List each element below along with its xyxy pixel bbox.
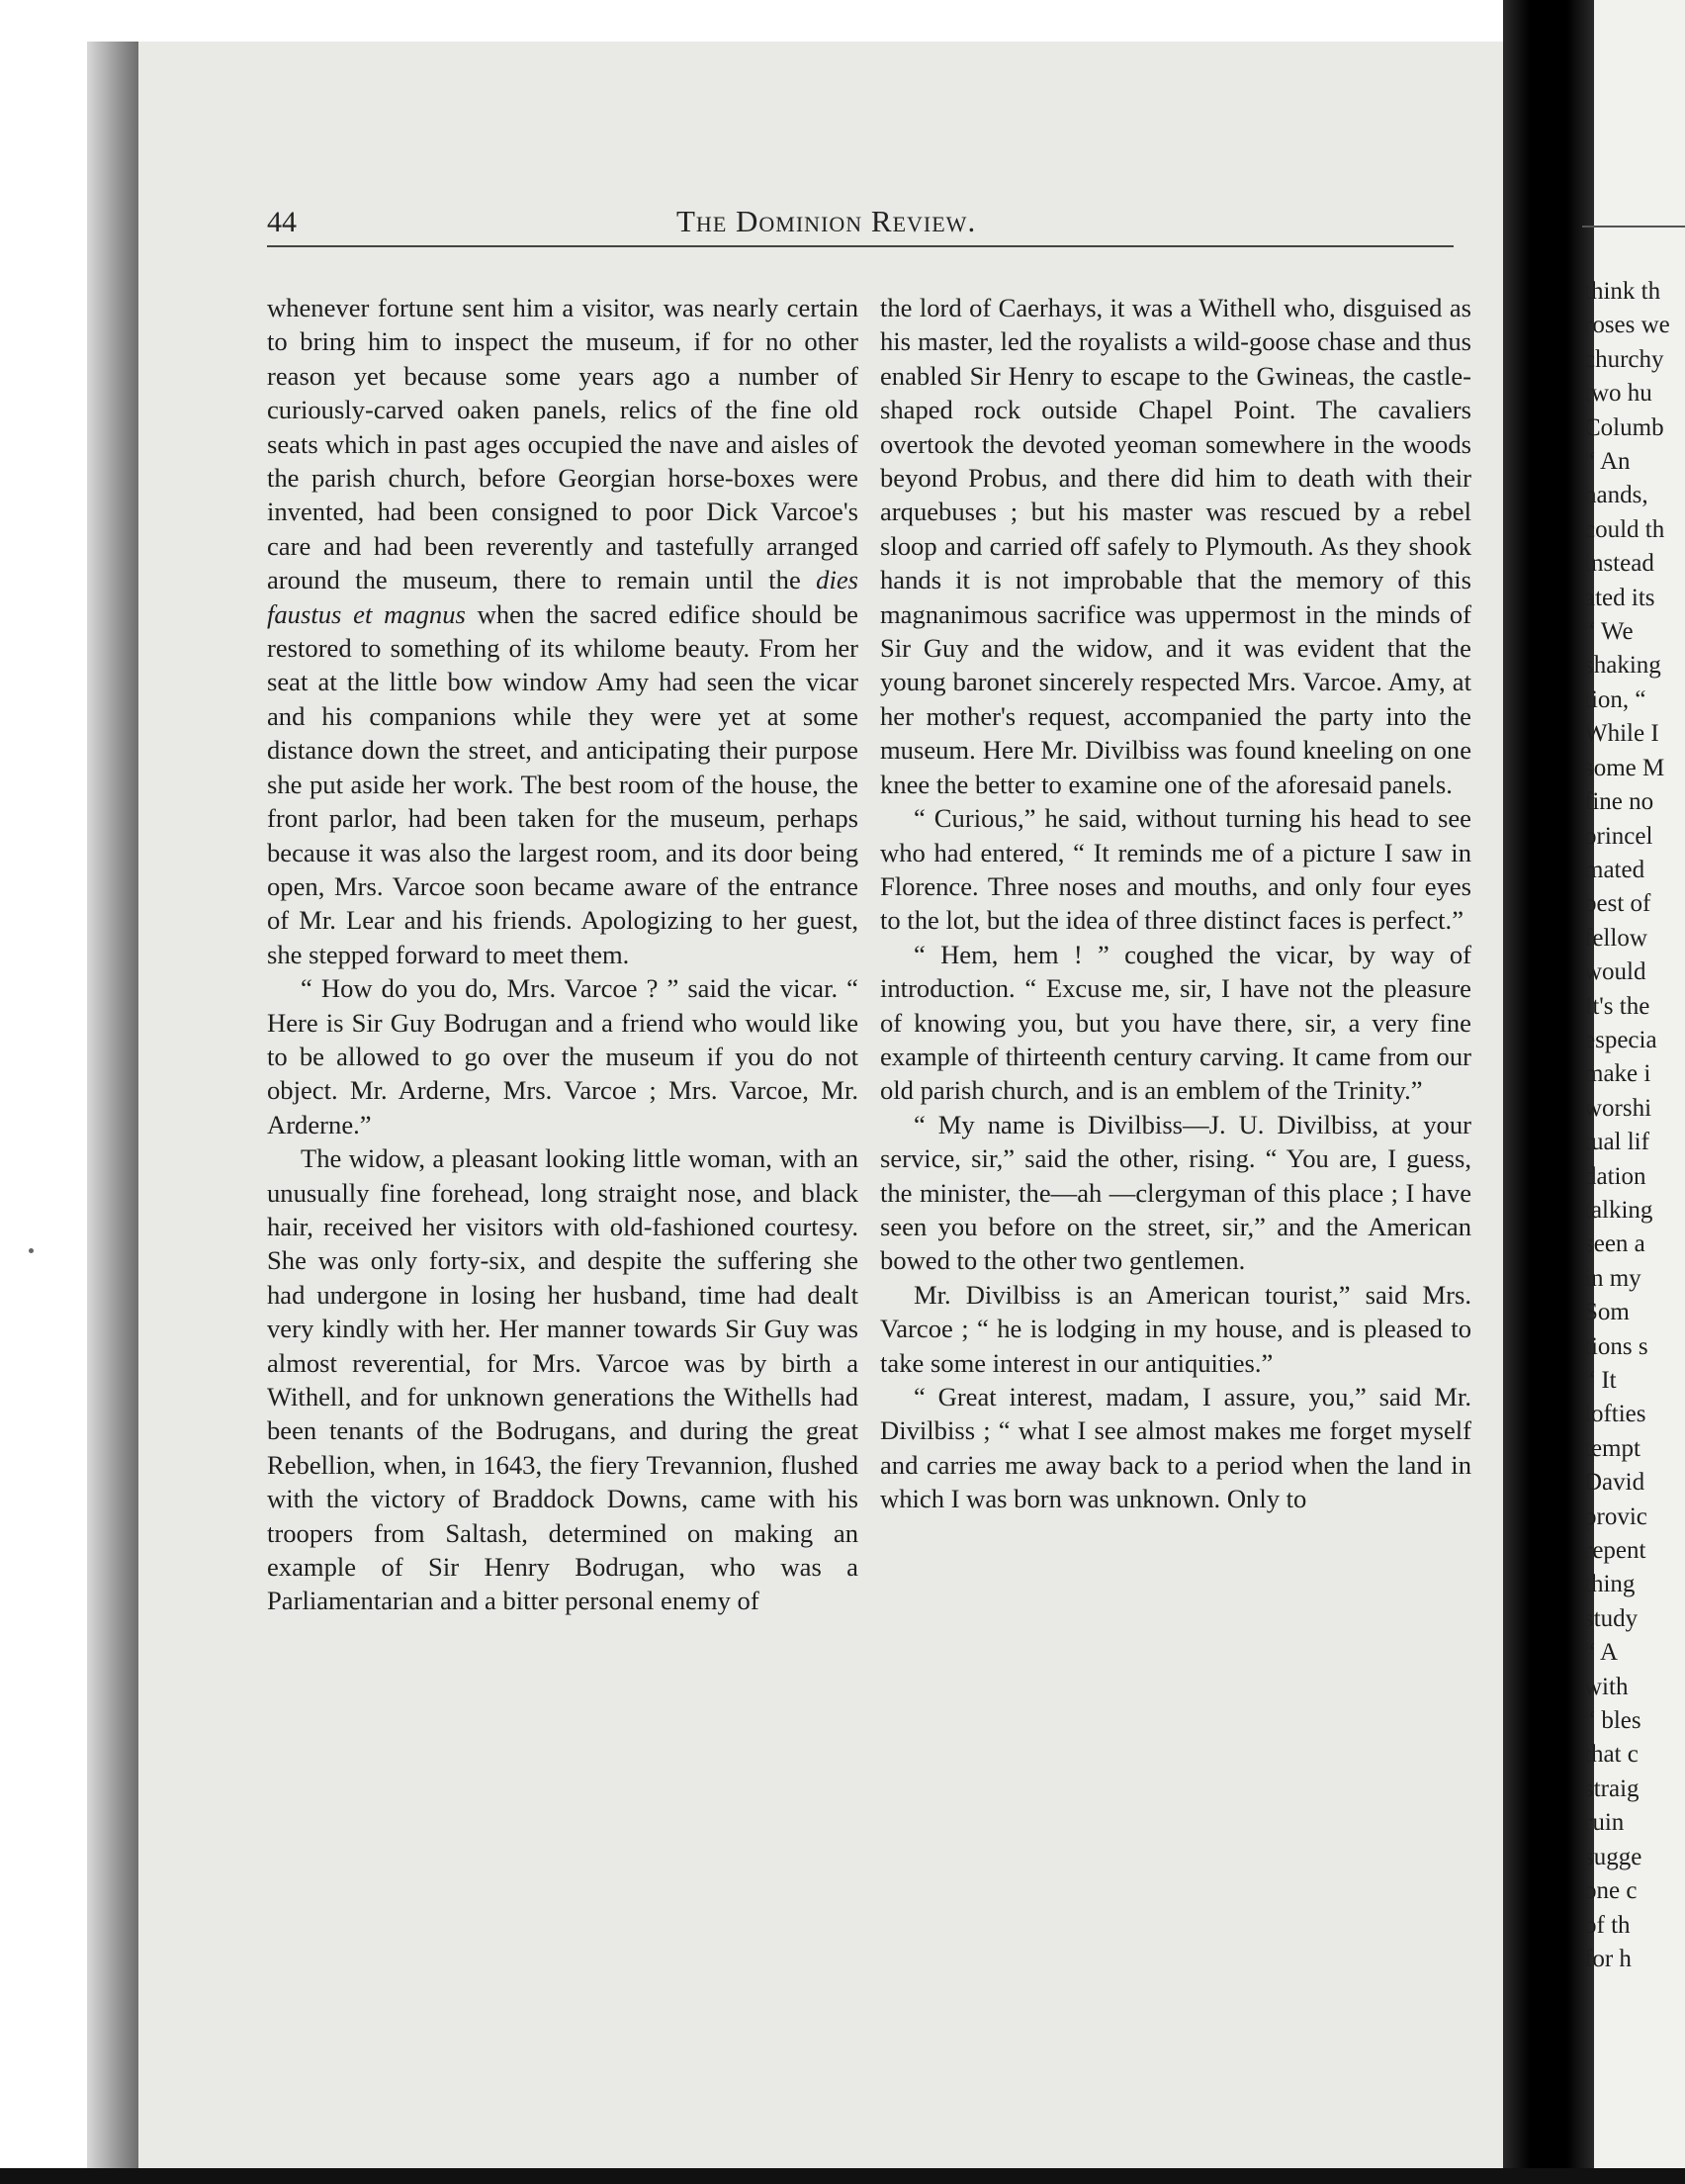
facing-page-line: with xyxy=(1584,1673,1629,1700)
facing-page-line: best of xyxy=(1584,890,1651,918)
paragraph: the lord of Caerhays, it was a Withell who, disguised as his master, led the royalists a wild-goose chase and thus enabled Sir Henry to escape to the Gwineas, the castle-shaped rock outside Chapel Point. The cavaliers overtook the devoted yeoman somewhere in the woods beyond Probus, and there did him to death with their arquebuses ; but his master was rescued by a rebel sloop and carried off safely to Plymouth. As they shook hands it is not improbable that the memory of this magnanimous sacrifice was uppermost in the minds of Sir Guy and the widow, and it was evident that the young baronet sincerely respected Mrs. Varcoe. Amy, at her mother's request, accompanied the party into the museum. Here Mr. Divilbiss was found kneeling on one knee the better to examine one of the aforesaid panels. xyxy=(880,293,1471,799)
facing-page-line: some M xyxy=(1584,754,1665,781)
latin-phrase: dies faustus et magnus xyxy=(267,565,858,629)
facing-page-line: ruin xyxy=(1584,1809,1625,1837)
journal-title: The Dominion Review. xyxy=(676,204,977,238)
facing-page-line: “ An xyxy=(1584,448,1631,476)
book-gutter xyxy=(1503,0,1594,2184)
facing-page-line: sugge xyxy=(1584,1843,1642,1870)
facing-page-text xyxy=(1584,275,1685,1976)
facing-page-line: roses we xyxy=(1584,312,1670,339)
page-number: 44 xyxy=(267,206,297,238)
paragraph: “ Great interest, madam, I assure, you,” said Mr. Divilbiss ; “ what I see almost makes me forget myself and carries me away back to a period when the land in which I was born was unknown. Only to xyxy=(880,1382,1471,1514)
facing-page-line: dation xyxy=(1584,1162,1646,1190)
facing-page-line: would xyxy=(1584,958,1646,986)
facing-page-line: that c xyxy=(1584,1741,1639,1769)
facing-page-line: repent xyxy=(1584,1537,1646,1565)
facing-page-line: two hu xyxy=(1584,380,1652,408)
paragraph xyxy=(267,291,858,971)
facing-page-line: study xyxy=(1584,1604,1639,1632)
facing-page-line: Columb xyxy=(1584,413,1664,441)
facing-page-line: shaking xyxy=(1584,652,1661,680)
facing-page-line: “ A xyxy=(1584,1639,1619,1667)
speck xyxy=(29,1248,34,1253)
bottom-band xyxy=(0,2168,1685,2184)
left-column xyxy=(267,291,858,1618)
paragraph: The widow, a pleasant looking little woman, with an unusually fine forehead, long straight nose, and black hair, received her visitors with old-fashioned courtesy. She was only forty-six, and despite the suffering she had undergone in losing her husband, time had dealt very kindly with her. Her manner towards Sir Guy was almost reverential, for Mrs. Varcoe was by birth a Withell, and for unknown generations the Withells had been tenants of the Bodrugans, and during the great Rebellion, when, in 1643, the fiery Trevannion, flushed with the victory of Braddock Downs, came with his troopers from Saltash, determined on making an example of Sir Henry Bodrugan, who was a Parliamentarian and a bitter personal enemy of xyxy=(267,1143,858,1616)
facing-page-line: mated xyxy=(1584,856,1645,883)
paragraph: “ My name is Divilbiss—J. U. Divilbiss, at your service, sir,” said the other, rising. “ You are, I guess, the minister, the—ah —clergyman of this place ; I have seen you before on the street, sir,” and the American bowed to the other two gentlemen. xyxy=(880,1109,1471,1276)
facing-page-line: fellow xyxy=(1584,924,1647,952)
paragraph: “ Curious,” he said, without turning his head to see who had entered, “ It reminds me of a picture I saw in Florence. Three noses and mouths, and only four eyes to the lot, but the idea of three distinct faces is perfect.” xyxy=(880,803,1471,936)
paragraph: “ Hem, hem ! ” coughed the vicar, by way of introduction. “ Excuse me, sir, I have not the pleasure of knowing you, but you have there, sir, a very fine example of thirteenth century carving. It came from our old parish church, and is an emblem of the Trinity.” xyxy=(880,939,1471,1106)
book-page-edges xyxy=(87,42,138,2184)
facing-page-line: worshi xyxy=(1584,1094,1652,1122)
header-rule xyxy=(267,245,1454,247)
facing-page-line: instead xyxy=(1584,550,1654,578)
facing-page-line: It's the xyxy=(1584,992,1650,1020)
facing-page-line: in my xyxy=(1584,1264,1641,1292)
facing-page-line: lofties xyxy=(1584,1401,1646,1428)
facing-page-line: princel xyxy=(1584,822,1653,850)
facing-page-line: think th xyxy=(1584,278,1661,305)
facing-page-line: churchy xyxy=(1584,345,1664,373)
facing-page-line: fine no xyxy=(1584,788,1654,816)
left-margin xyxy=(0,0,87,2184)
facing-page-line: While I xyxy=(1584,720,1659,748)
facing-page-line: seen a xyxy=(1584,1230,1645,1258)
facing-page-line: of th xyxy=(1584,1911,1631,1939)
facing-page-line: “ bles xyxy=(1584,1707,1641,1735)
facing-page-line: tempt xyxy=(1584,1434,1641,1462)
right-column xyxy=(880,291,1471,1516)
paragraph-text: when the sacred edifice should be restored to something of its whilome beauty. From her seat at the little bow window Amy had seen the vicar and his companions while they were yet at some distance down the street, and anticipating their purpose she put aside her work. The best room of the house, the front parlor, had been taken for the museum, perhaps because it was also the largest room, and its door being open, Mrs. Varcoe soon became aware of the entrance of Mr. Lear and his friends. Apologizing to her guest, she stepped forward to meet them. xyxy=(267,598,858,969)
facing-page-line: thing xyxy=(1584,1571,1636,1598)
facing-page-line: could th xyxy=(1584,515,1665,543)
facing-page-line: provic xyxy=(1584,1502,1647,1530)
facing-page-line: talking xyxy=(1584,1196,1653,1224)
page-header xyxy=(267,198,1454,247)
paragraph-text: whenever fortune sent him a visitor, was nearly certain to bring him to inspect the museum, if for no other reason yet because some years ago a number of curiously-carved oaken panels, relics of the fine old seats which in past ages occupied the nave and aisles of the parish church, before Georgian horse-boxes were invented, had been consigned to poor Dick Varcoe's care and had been reverently and tastefully arranged around the museum, there to remain until the xyxy=(267,293,858,595)
paragraph: “ How do you do, Mrs. Varcoe ? ” said the vicar. “ Here is Sir Guy Bodrugan and a friend who would like to be allowed to go over the museum if you do not object. Mr. Arderne, Mrs. Varcoe ; Mrs. Varcoe, Mr. Arderne.” xyxy=(267,973,858,1139)
facing-page-line: one c xyxy=(1584,1877,1638,1905)
facing-page-line: especia xyxy=(1584,1026,1657,1053)
facing-page-line: “ We xyxy=(1584,618,1634,646)
facing-page-line: “ It xyxy=(1584,1367,1617,1394)
facing-page-line: tions s xyxy=(1584,1332,1648,1360)
facing-page-line: tual lif xyxy=(1584,1129,1649,1156)
facing-page-line: straig xyxy=(1584,1774,1640,1802)
facing-page-line: tion, “ xyxy=(1584,685,1646,713)
facing-page-line: for h xyxy=(1584,1945,1632,1972)
paragraph: Mr. Divilbiss is an American tourist,” said Mrs. Varcoe ; “ he is lodging in my house, and is pleased to take some interest in our antiquities.” xyxy=(880,1279,1471,1378)
facing-page-line: ated its xyxy=(1584,584,1655,611)
facing-page-line: Som xyxy=(1584,1299,1630,1326)
facing-page-line: David xyxy=(1584,1469,1645,1497)
facing-page-rule xyxy=(1582,226,1685,228)
facing-page-line: make i xyxy=(1584,1060,1651,1088)
facing-page-line: hands, xyxy=(1584,482,1648,509)
